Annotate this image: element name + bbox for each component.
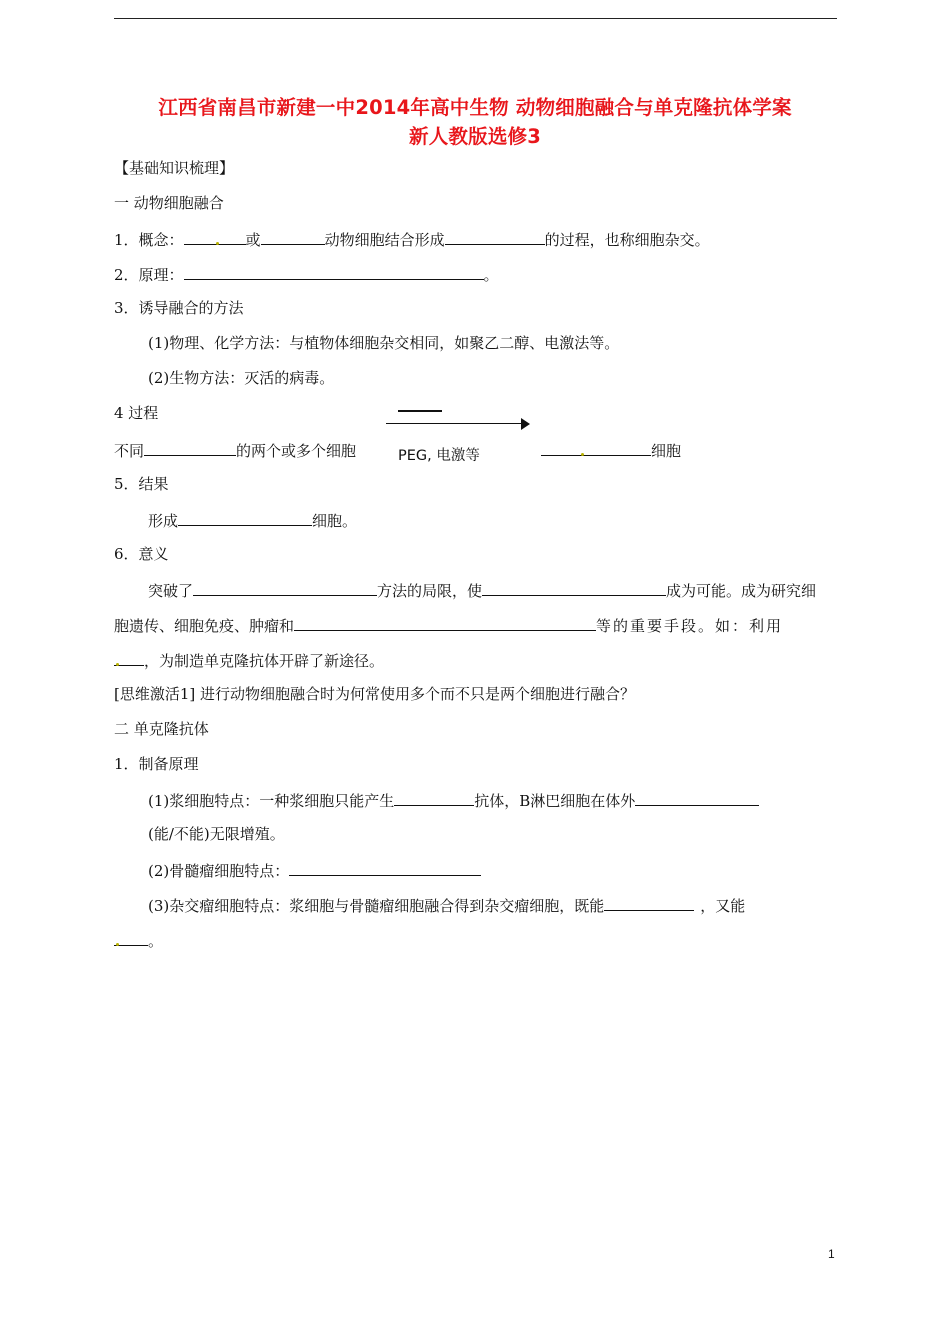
significance-heading: 6．意义 xyxy=(114,545,169,563)
significance-line-2 xyxy=(114,614,783,636)
part1-heading: 一 动物细胞融合 xyxy=(114,194,224,212)
result-blank[interactable] xyxy=(178,509,312,526)
principle-label: 2．原理： xyxy=(114,266,184,284)
methods-item-1: (1)物理、化学方法：与植物体细胞杂交相同，如聚乙二醇、电激法等。 xyxy=(148,334,620,352)
header-rule xyxy=(114,18,837,19)
principle-blank[interactable] xyxy=(184,263,484,280)
result-start: 形成 xyxy=(148,512,179,530)
significance-line-3 xyxy=(114,649,384,671)
part2-p3-b: ，又能 xyxy=(700,897,746,915)
process-left xyxy=(114,439,356,461)
result-end: 细胞。 xyxy=(312,512,358,530)
process-heading: 4 过程 xyxy=(114,404,159,422)
process-right-end: 细胞 xyxy=(651,442,682,460)
process-right xyxy=(541,439,681,461)
result-line xyxy=(148,509,357,531)
part2-p3-end: 。 xyxy=(148,932,164,950)
part2-blank-4[interactable] xyxy=(604,894,694,911)
part2-item-3 xyxy=(148,894,745,916)
part2-p2: (2)骨髓瘤细胞特点： xyxy=(148,862,290,880)
significance-blank-1[interactable] xyxy=(193,579,377,596)
document-title-line1: 江西省南昌市新建一中2014年高中生物 动物细胞融合与单克隆抗体学案 xyxy=(158,96,792,119)
process-arrow-head-icon xyxy=(521,418,530,430)
page-number: 1 xyxy=(828,1247,835,1261)
concept-blank-2[interactable] xyxy=(261,228,325,245)
significance-l2-b: 等的重要手段。如：利用 xyxy=(596,617,784,635)
process-left-end: 的两个或多个细胞 xyxy=(236,442,357,460)
concept-label: 1．概念： xyxy=(114,231,184,249)
significance-l1-b: 方法的局限，使 xyxy=(377,582,483,600)
part2-p1-a: (1)浆细胞特点：一种浆细胞只能产生 xyxy=(148,792,395,810)
methods-item-2: (2)生物方法：灭活的病毒。 xyxy=(148,369,335,387)
process-blank-2[interactable] xyxy=(541,439,651,456)
section-header: 【基础知识梳理】 xyxy=(114,159,235,177)
part2-blank-5[interactable] xyxy=(114,929,148,946)
process-left-start: 不同 xyxy=(114,442,145,460)
significance-l2-a: 胞遗传、细胞免疫、肿瘤和 xyxy=(114,617,295,635)
concept-blank-1[interactable] xyxy=(184,228,246,245)
principle-end: 。 xyxy=(483,266,499,284)
part2-p1-b: 抗体，B淋巴细胞在体外 xyxy=(474,792,636,810)
significance-l1-a: 突破了 xyxy=(148,582,194,600)
significance-line-1 xyxy=(148,579,816,601)
significance-l3: ，为制造单克隆抗体开辟了新途径。 xyxy=(144,652,385,670)
part2-principle-heading: 1．制备原理 xyxy=(114,755,199,773)
concept-blank-3[interactable] xyxy=(445,228,545,245)
concept-or: 或 xyxy=(245,231,261,249)
significance-l1-c: 成为可能。成为研究细 xyxy=(666,582,817,600)
methods-heading: 3．诱导融合的方法 xyxy=(114,299,244,317)
process-arrow-line xyxy=(386,423,522,424)
process-arrow-bar xyxy=(398,410,442,412)
part2-item-2 xyxy=(148,859,481,881)
part2-item-1-cont: (能/不能)无限增殖。 xyxy=(148,825,285,843)
part2-item-3-cont xyxy=(114,929,163,951)
part2-heading: 二 单克隆抗体 xyxy=(114,720,209,738)
thinking-prompt: [思维激活1] 进行动物细胞融合时为何常使用多个而不只是两个细胞进行融合？ xyxy=(114,685,636,703)
concept-mid: 动物细胞结合形成 xyxy=(324,231,445,249)
part2-p3-a: (3)杂交瘤细胞特点：浆细胞与骨髓瘤细胞融合得到杂交瘤细胞，既能 xyxy=(148,897,605,915)
process-arrow-label: PEG, 电激等 xyxy=(398,448,480,464)
significance-blank-4[interactable] xyxy=(114,649,144,666)
part2-item-1 xyxy=(148,789,759,811)
principle-line xyxy=(114,263,499,285)
part2-blank-2[interactable] xyxy=(635,789,759,806)
significance-blank-2[interactable] xyxy=(482,579,666,596)
result-heading: 5．结果 xyxy=(114,475,169,493)
concept-line xyxy=(114,228,710,250)
part2-blank-1[interactable] xyxy=(394,789,474,806)
significance-blank-3[interactable] xyxy=(294,614,596,631)
document-title-line2: 新人教版选修3 xyxy=(409,125,541,148)
part2-blank-3[interactable] xyxy=(289,859,481,876)
concept-end: 的过程，也称细胞杂交。 xyxy=(544,231,710,249)
process-blank-1[interactable] xyxy=(144,439,236,456)
